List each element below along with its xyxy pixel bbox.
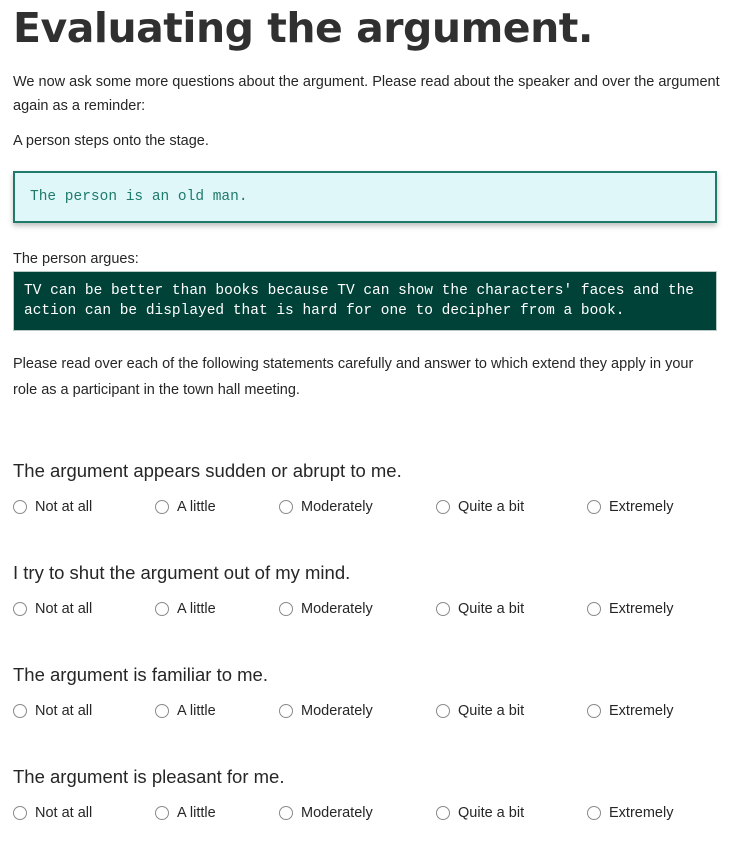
rating-scale [13, 805, 720, 827]
scenario-text: A person steps onto the stage. [13, 133, 209, 149]
intro-text: We now ask some more questions about the argument. Please read about the speaker and over the argument again as a reminder: [13, 74, 720, 114]
option-not-at-all[interactable]: Not at all [13, 601, 92, 617]
option-quite-a-bit[interactable]: Quite a bit [436, 805, 524, 821]
speaker-description-box [13, 171, 717, 223]
argues-label: The person argues: [13, 251, 139, 267]
radio-button[interactable] [587, 806, 601, 820]
option-quite-a-bit[interactable]: Quite a bit [436, 499, 524, 515]
option-extremely[interactable]: Extremely [587, 703, 673, 719]
question-1 [13, 459, 720, 521]
question-text: The argument is familiar to me. [13, 664, 268, 685]
option-a-little[interactable]: A little [155, 703, 216, 719]
radio-button[interactable] [436, 500, 450, 514]
option-a-little[interactable]: A little [155, 601, 216, 617]
option-a-little[interactable]: A little [155, 805, 216, 821]
radio-button[interactable] [436, 602, 450, 616]
radio-button[interactable] [587, 500, 601, 514]
radio-button[interactable] [13, 704, 27, 718]
page-title: Evaluating the argument. [13, 4, 593, 52]
question-text: The argument is pleasant for me. [13, 766, 285, 787]
radio-button[interactable] [155, 704, 169, 718]
option-extremely[interactable]: Extremely [587, 601, 673, 617]
option-moderately[interactable]: Moderately [279, 601, 373, 617]
option-quite-a-bit[interactable]: Quite a bit [436, 601, 524, 617]
radio-button[interactable] [155, 602, 169, 616]
option-not-at-all[interactable]: Not at all [13, 805, 92, 821]
radio-button[interactable] [436, 704, 450, 718]
radio-button[interactable] [13, 602, 27, 616]
radio-button[interactable] [155, 806, 169, 820]
radio-button[interactable] [436, 806, 450, 820]
argument-box [13, 271, 717, 331]
radio-button[interactable] [587, 704, 601, 718]
radio-button[interactable] [155, 500, 169, 514]
rating-scale [13, 703, 720, 725]
option-moderately[interactable]: Moderately [279, 703, 373, 719]
option-moderately[interactable]: Moderately [279, 499, 373, 515]
option-moderately[interactable]: Moderately [279, 805, 373, 821]
question-text: I try to shut the argument out of my mind. [13, 562, 351, 583]
question-text: The argument appears sudden or abrupt to me. [13, 460, 402, 481]
argument-text: TV can be better than books because TV can show the characters' faces and the action can be displayed that is hard for one to decipher from a book. [24, 283, 703, 319]
radio-button[interactable] [279, 704, 293, 718]
rating-scale [13, 601, 720, 623]
radio-button[interactable] [279, 602, 293, 616]
radio-button[interactable] [587, 602, 601, 616]
radio-button[interactable] [13, 806, 27, 820]
question-4 [13, 765, 720, 827]
option-not-at-all[interactable]: Not at all [13, 703, 92, 719]
rating-scale [13, 499, 720, 521]
question-2 [13, 561, 720, 623]
instructions-text: Please read over each of the following statements carefully and answer to which extend they apply in your role as a participant in the town hall meeting. [13, 356, 694, 398]
option-not-at-all[interactable]: Not at all [13, 499, 92, 515]
option-a-little[interactable]: A little [155, 499, 216, 515]
option-extremely[interactable]: Extremely [587, 805, 673, 821]
question-3 [13, 663, 720, 725]
radio-button[interactable] [279, 806, 293, 820]
option-extremely[interactable]: Extremely [587, 499, 673, 515]
radio-button[interactable] [13, 500, 27, 514]
option-quite-a-bit[interactable]: Quite a bit [436, 703, 524, 719]
radio-button[interactable] [279, 500, 293, 514]
speaker-description: The person is an old man. [30, 189, 248, 205]
